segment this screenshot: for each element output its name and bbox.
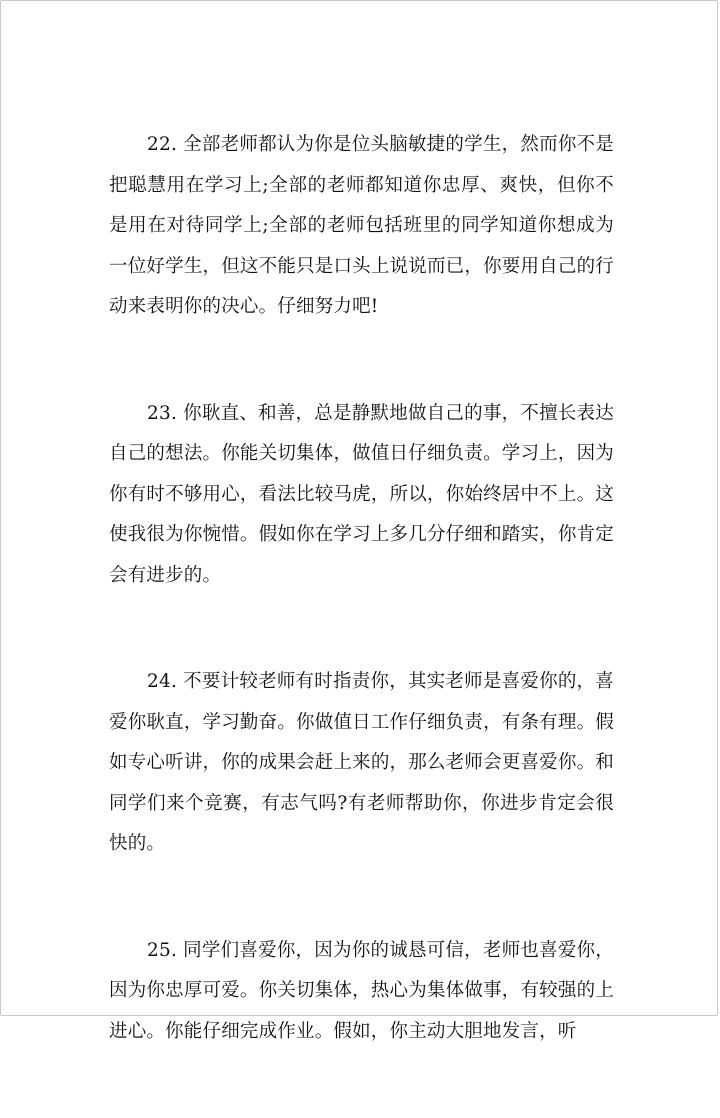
paragraph-24: 24. 不要计较老师有时指责你，其实老师是喜爱你的，喜爱你耿直，学习勤奋。你做值日工作仔细负责，有条有理。假如专心听讲，你的成果会赶上来的，那么老师会更喜爱你。和同学们来个竞赛，有志气吗?有老师帮助你，你进步肯定会很快的。 [109, 671, 614, 854]
document-body [109, 125, 614, 1118]
paragraph-22: 22. 全部老师都认为你是位头脑敏捷的学生，然而你不是把聪慧用在学习上;全部的老师都知道你忠厚、爽快，但你不是用在对待同学上;全部的老师包括班里的同学知道你想成为一位好学生，但这不能只是口头上说说而已，你要用自己的行动来表明你的决心。仔细努力吧! [109, 134, 614, 317]
paragraph-23: 23. 你耿直、和善，总是静默地做自己的事，不擅长表达自己的想法。你能关切集体，做值日仔细负责。学习上，因为你有时不够用心，看法比较马虎，所以，你始终居中不上。这使我很为你惋惜。假如你在学习上多几分仔细和踏实，你肯定会有进步的。 [109, 402, 614, 586]
paragraph-25: 25. 同学们喜爱你，因为你的诚恳可信，老师也喜爱你，因为你忠厚可爱。你关切集体，热心为集体做事，有较强的上进心。你能仔细完成作业。假如，你主动大胆地发言，听 [109, 939, 614, 1042]
